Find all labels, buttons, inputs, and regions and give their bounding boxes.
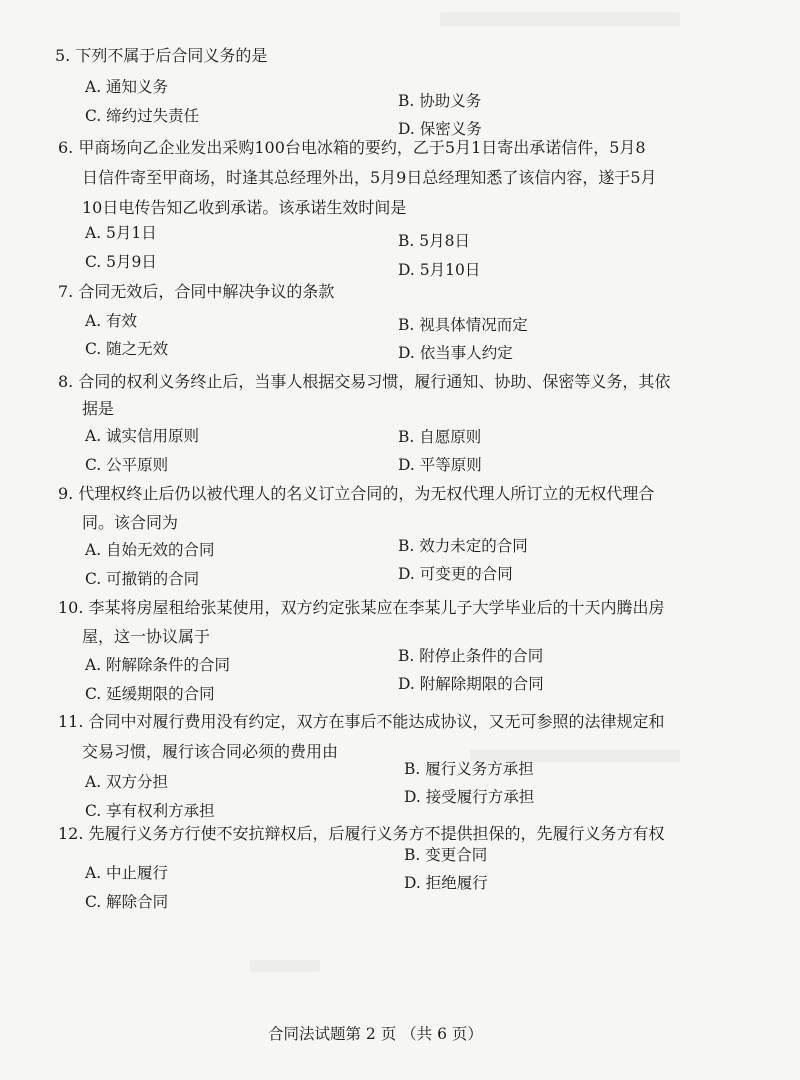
question-8-option-b: B. 自愿原则: [398, 428, 482, 446]
question-6-option-b: B. 5月8日: [398, 232, 470, 250]
question-8-option-d: D. 平等原则: [398, 456, 482, 474]
question-9-option-a: A. 自始无效的合同: [85, 541, 215, 559]
question-6-line-1: 6. 甲商场向乙企业发出采购100台电冰箱的要约，乙于5月1日寄出承诺信件，5月8: [58, 138, 646, 157]
question-11-line-1: 11. 合同中对履行费用没有约定，双方在事后不能达成协议，又无可参照的法律规定和: [58, 712, 665, 731]
question-12-text: 12. 先履行义务方行使不安抗辩权后，后履行义务方不提供担保的，先履行义务方有权: [58, 824, 665, 843]
question-7-option-d: D. 依当事人约定: [398, 344, 513, 362]
question-8-option-c: C. 公平原则: [85, 456, 169, 474]
question-5-option-d: D. 保密义务: [398, 120, 482, 138]
question-7-option-a: A. 有效: [85, 312, 138, 330]
question-11-option-b: B. 履行义务方承担: [404, 760, 534, 778]
question-5-option-a: A. 通知义务: [85, 78, 169, 96]
question-6-line-2: 日信件寄至甲商场，时逢其总经理外出，5月9日总经理知悉了该信内容，遂于5月: [82, 168, 657, 187]
bleed-through-mark: [440, 12, 680, 26]
question-9-option-b: B. 效力未定的合同: [398, 537, 528, 555]
question-9-line-2: 同。该合同为: [82, 513, 179, 532]
question-6-line-3: 10日电传告知乙收到承诺。该承诺生效时间是: [82, 198, 407, 217]
question-10-option-c: C. 延缓期限的合同: [85, 685, 215, 703]
page-footer: 合同法试题第 2 页 （共 6 页）: [268, 1025, 483, 1043]
question-9-option-c: C. 可撤销的合同: [85, 570, 200, 588]
question-10-line-2: 屋，这一协议属于: [82, 627, 211, 646]
question-5-option-c: C. 缔约过失责任: [85, 107, 200, 125]
question-10-option-a: A. 附解除条件的合同: [85, 656, 231, 674]
question-9-option-d: D. 可变更的合同: [398, 565, 513, 583]
question-12-option-d: D. 拒绝履行: [404, 874, 488, 892]
question-7-option-b: B. 视具体情况而定: [398, 316, 528, 334]
question-11-option-a: A. 双方分担: [85, 773, 169, 791]
question-6-option-d: D. 5月10日: [398, 261, 481, 279]
question-11-option-c: C. 享有权利方承担: [85, 802, 215, 820]
question-6-option-a: A. 5月1日: [85, 224, 157, 242]
question-8-option-a: A. 诚实信用原则: [85, 427, 200, 445]
question-10-option-d: D. 附解除期限的合同: [398, 675, 544, 693]
question-8-line-1: 8. 合同的权利义务终止后，当事人根据交易习惯，履行通知、协助、保密等义务，其依: [58, 372, 671, 391]
question-10-line-1: 10. 李某将房屋租给张某使用，双方约定张某应在李某儿子大学毕业后的十天内腾出房: [58, 598, 665, 617]
bleed-through-mark: [250, 960, 320, 972]
question-7-text: 7. 合同无效后，合同中解决争议的条款: [58, 282, 335, 301]
question-8-line-2: 据是: [82, 399, 115, 418]
question-11-line-2: 交易习惯，履行该合同必须的费用由: [82, 742, 339, 761]
question-7-option-c: C. 随之无效: [85, 340, 169, 358]
question-5-option-b: B. 协助义务: [398, 92, 482, 110]
question-12-option-b: B. 变更合同: [404, 846, 488, 864]
question-9-line-1: 9. 代理权终止后仍以被代理人的名义订立合同的，为无权代理人所订立的无权代理合: [58, 484, 655, 503]
question-11-option-d: D. 接受履行方承担: [404, 788, 535, 806]
question-12-option-c: C. 解除合同: [85, 893, 169, 911]
question-6-option-c: C. 5月9日: [85, 253, 157, 271]
question-10-option-b: B. 附停止条件的合同: [398, 647, 544, 665]
question-5-text: 5. 下列不属于后合同义务的是: [55, 46, 268, 65]
question-12-option-a: A. 中止履行: [85, 864, 169, 882]
